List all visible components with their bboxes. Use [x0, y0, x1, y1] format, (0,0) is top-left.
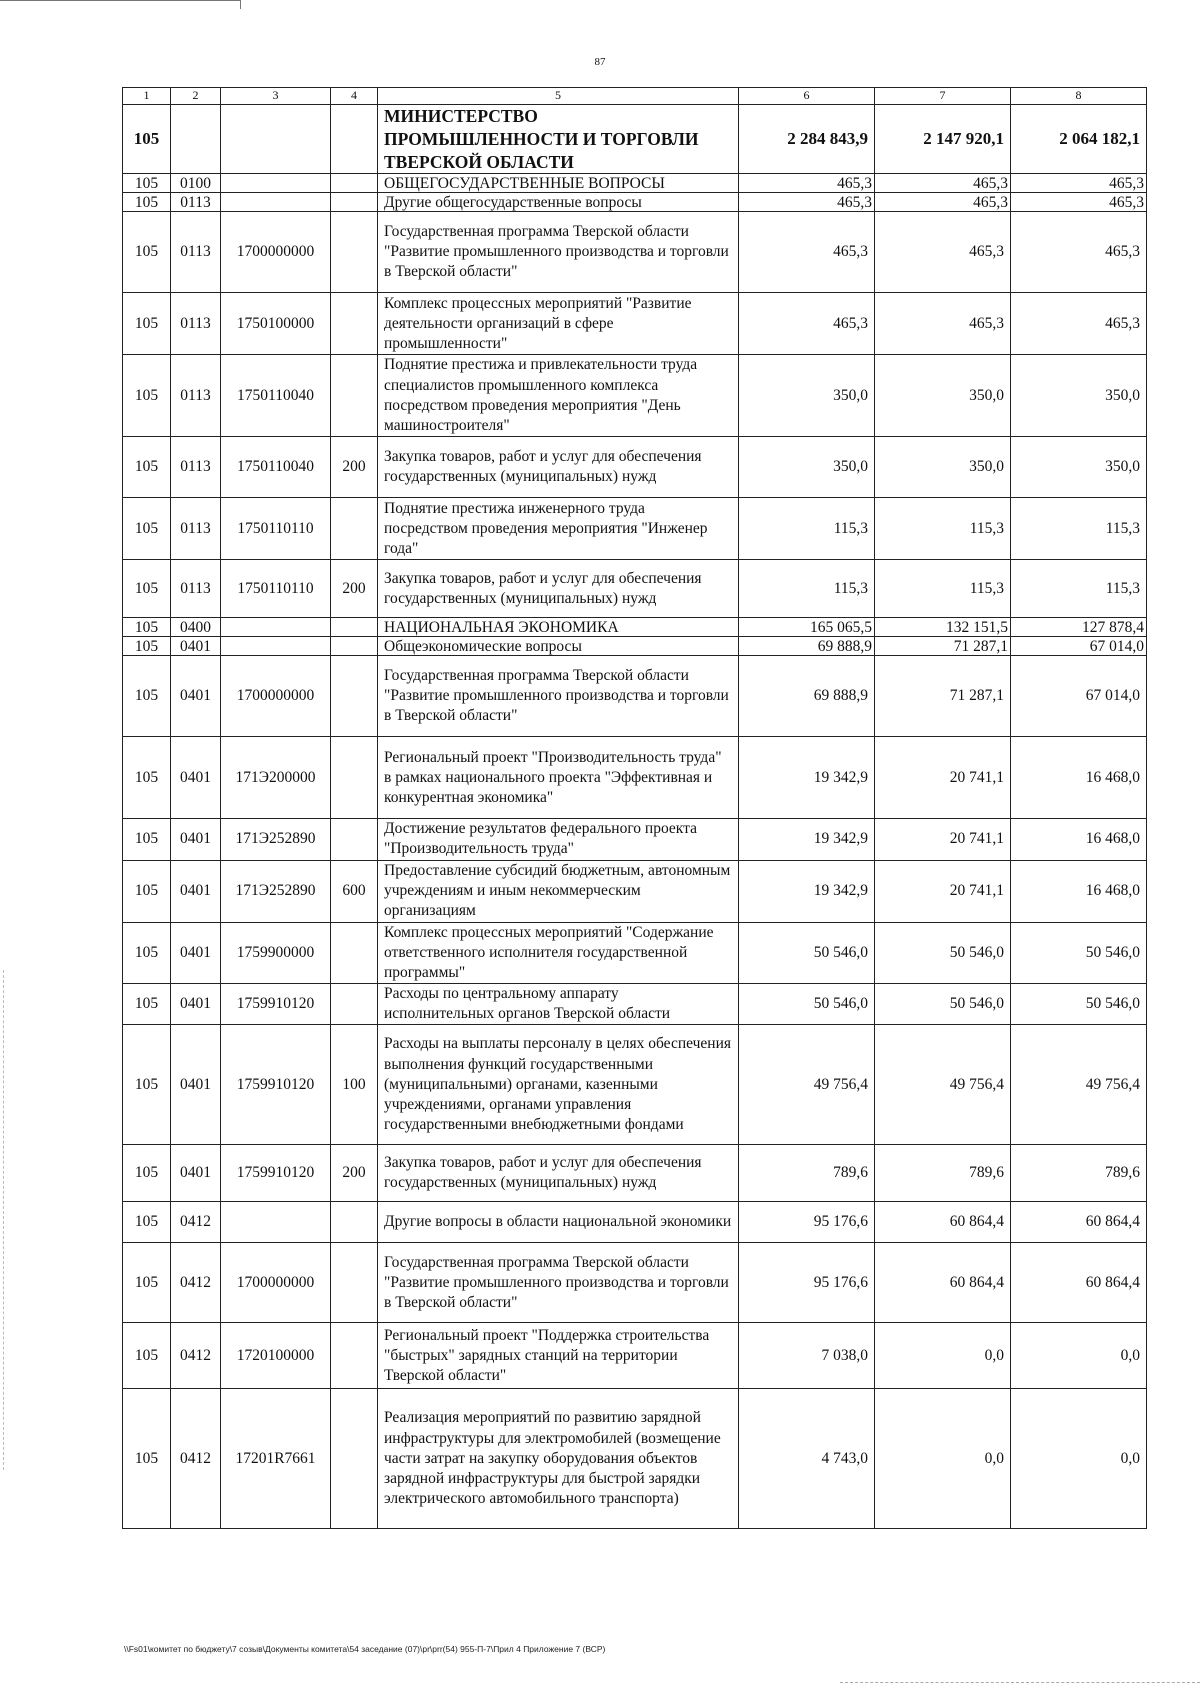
cell-target-code: 1750110040: [221, 355, 331, 437]
header-cell: 1: [123, 88, 171, 105]
cell-amount-year3: 465,3: [1011, 174, 1147, 193]
cell-amount-year3: 50 546,0: [1011, 983, 1147, 1024]
header-cell: 4: [331, 88, 378, 105]
cell-expense-type: [331, 1389, 378, 1529]
cell-section-code: 0401: [171, 819, 221, 860]
cell-admin-code: 105: [123, 355, 171, 437]
cell-admin-code: 105: [123, 437, 171, 498]
cell-amount-year3: 350,0: [1011, 355, 1147, 437]
cell-amount-year2: 789,6: [875, 1145, 1011, 1202]
table-row: [123, 193, 1147, 212]
cell-section-code: 0401: [171, 860, 221, 922]
cell-amount-year3: 16 468,0: [1011, 819, 1147, 860]
header-cell: 5: [378, 88, 739, 105]
cell-expense-type: [331, 193, 378, 212]
cell-target-code: [221, 618, 331, 637]
cell-amount-year3: 0,0: [1011, 1323, 1147, 1389]
scan-edge-mark-left: [3, 970, 4, 1470]
table-row: [123, 1145, 1147, 1202]
cell-expense-type: 200: [331, 560, 378, 618]
cell-amount-year1: 19 342,9: [739, 860, 875, 922]
table-row: [123, 560, 1147, 618]
cell-description: ОБЩЕГОСУДАРСТВЕННЫЕ ВОПРОСЫ: [378, 174, 739, 193]
cell-admin-code: 105: [123, 656, 171, 737]
cell-target-code: 1750110110: [221, 560, 331, 618]
cell-admin-code: 105: [123, 618, 171, 637]
cell-target-code: 1759910120: [221, 1145, 331, 1202]
cell-admin-code: 105: [123, 1145, 171, 1202]
table-row: [123, 293, 1147, 355]
cell-expense-type: [331, 293, 378, 355]
page-number: 87: [594, 56, 606, 68]
cell-description: Другие вопросы в области национальной экономики: [378, 1202, 739, 1243]
table-row: [123, 498, 1147, 560]
cell-amount-year1: 350,0: [739, 437, 875, 498]
cell-amount-year3: 789,6: [1011, 1145, 1147, 1202]
cell-expense-type: [331, 212, 378, 293]
cell-expense-type: [331, 637, 378, 656]
table-row: [123, 637, 1147, 656]
cell-admin-code: 105: [123, 737, 171, 819]
table-row: [123, 1025, 1147, 1145]
cell-section-code: 0113: [171, 498, 221, 560]
cell-amount-year1: 465,3: [739, 212, 875, 293]
cell-section-code: 0113: [171, 193, 221, 212]
cell-admin-code: 105: [123, 1243, 171, 1323]
cell-admin-code: 105: [123, 293, 171, 355]
cell-amount-year2: 50 546,0: [875, 983, 1011, 1024]
cell-amount-year2: 20 741,1: [875, 819, 1011, 860]
file-path-footer: \\Fs01\комитет по бюджету\7 созыв\Документы комитета\54 заседание (07)\pr\prr(54) 955-П-7\Прил 4 Приложение 7 (ВСР): [124, 1644, 606, 1654]
cell-section-code: [171, 105, 221, 174]
cell-amount-year3: 67 014,0: [1011, 656, 1147, 737]
cell-section-code: 0400: [171, 618, 221, 637]
cell-amount-year2: 20 741,1: [875, 737, 1011, 819]
cell-admin-code: 105: [123, 105, 171, 174]
cell-target-code: 171Э200000: [221, 737, 331, 819]
cell-amount-year2: 465,3: [875, 293, 1011, 355]
cell-amount-year3: 115,3: [1011, 560, 1147, 618]
table-row: [123, 737, 1147, 819]
table-header-row: [123, 88, 1147, 105]
ministry-row: [123, 105, 1147, 174]
cell-target-code: 17201R7661: [221, 1389, 331, 1529]
cell-section-code: 0412: [171, 1323, 221, 1389]
cell-section-code: 0412: [171, 1389, 221, 1529]
cell-section-code: 0100: [171, 174, 221, 193]
cell-amount-year1: 2 284 843,9: [739, 105, 875, 174]
cell-expense-type: 200: [331, 1145, 378, 1202]
cell-target-code: 171Э252890: [221, 860, 331, 922]
cell-amount-year2: 350,0: [875, 437, 1011, 498]
cell-section-code: 0412: [171, 1202, 221, 1243]
cell-target-code: 1700000000: [221, 656, 331, 737]
table-row: [123, 1202, 1147, 1243]
cell-expense-type: [331, 174, 378, 193]
cell-expense-type: 200: [331, 437, 378, 498]
cell-section-code: 0401: [171, 1145, 221, 1202]
cell-amount-year1: 7 038,0: [739, 1323, 875, 1389]
cell-expense-type: 600: [331, 860, 378, 922]
cell-target-code: 1759900000: [221, 922, 331, 983]
cell-description: Другие общегосударственные вопросы: [378, 193, 739, 212]
cell-expense-type: [331, 737, 378, 819]
cell-target-code: [221, 637, 331, 656]
cell-target-code: [221, 193, 331, 212]
cell-section-code: 0401: [171, 922, 221, 983]
cell-amount-year2: 71 287,1: [875, 656, 1011, 737]
cell-amount-year1: 115,3: [739, 560, 875, 618]
cell-description: МИНИСТЕРСТВО ПРОМЫШЛЕННОСТИ И ТОРГОВЛИ ТВЕРСКОЙ ОБЛАСТИ: [378, 105, 739, 174]
cell-description: Реализация мероприятий по развитию зарядной инфраструктуры для электромобилей (возмещение части затрат на закупку оборудования объектов зарядной инфраструктуры для быстрой зарядки электрического автомобильного транспорта): [378, 1389, 739, 1529]
cell-amount-year1: 789,6: [739, 1145, 875, 1202]
cell-expense-type: [331, 819, 378, 860]
cell-amount-year2: 465,3: [875, 174, 1011, 193]
cell-description: Комплекс процессных мероприятий "Содержание ответственного исполнителя государственной программы": [378, 922, 739, 983]
cell-expense-type: [331, 105, 378, 174]
cell-amount-year3: 67 014,0: [1011, 637, 1147, 656]
cell-target-code: 1750110040: [221, 437, 331, 498]
cell-amount-year2: 2 147 920,1: [875, 105, 1011, 174]
cell-amount-year1: 19 342,9: [739, 819, 875, 860]
cell-admin-code: 105: [123, 819, 171, 860]
cell-description: Поднятие престижа и привлекательности труда специалистов промышленного комплекса посредством проведения мероприятия "День машиностроителя": [378, 355, 739, 437]
cell-amount-year3: 127 878,4: [1011, 618, 1147, 637]
table-row: [123, 860, 1147, 922]
cell-target-code: 1759910120: [221, 983, 331, 1024]
cell-amount-year3: 16 468,0: [1011, 737, 1147, 819]
cell-description: Государственная программа Тверской области "Развитие промышленного производства и торговли в Тверской области": [378, 1243, 739, 1323]
cell-target-code: 1700000000: [221, 1243, 331, 1323]
cell-admin-code: 105: [123, 1389, 171, 1529]
cell-expense-type: [331, 355, 378, 437]
cell-description: Комплекс процессных мероприятий "Развитие деятельности организаций в сфере промышленности": [378, 293, 739, 355]
cell-section-code: 0401: [171, 656, 221, 737]
header-cell: 2: [171, 88, 221, 105]
cell-target-code: 1750110110: [221, 498, 331, 560]
cell-description: Предоставление субсидий бюджетным, автономным учреждениям и иным некоммерческим организациям: [378, 860, 739, 922]
table-row: [123, 922, 1147, 983]
cell-target-code: 1750100000: [221, 293, 331, 355]
cell-expense-type: [331, 1243, 378, 1323]
cell-amount-year3: 0,0: [1011, 1389, 1147, 1529]
cell-description: НАЦИОНАЛЬНАЯ ЭКОНОМИКА: [378, 618, 739, 637]
cell-expense-type: [331, 656, 378, 737]
cell-section-code: 0401: [171, 637, 221, 656]
table-row: [123, 618, 1147, 637]
cell-section-code: 0412: [171, 1243, 221, 1323]
cell-description: Достижение результатов федерального проекта "Производительность труда": [378, 819, 739, 860]
cell-section-code: 0113: [171, 437, 221, 498]
cell-admin-code: 105: [123, 174, 171, 193]
cell-amount-year1: 165 065,5: [739, 618, 875, 637]
cell-amount-year2: 20 741,1: [875, 860, 1011, 922]
cell-admin-code: 105: [123, 1025, 171, 1145]
cell-section-code: 0401: [171, 983, 221, 1024]
cell-amount-year3: 16 468,0: [1011, 860, 1147, 922]
cell-amount-year2: 50 546,0: [875, 922, 1011, 983]
cell-expense-type: [331, 498, 378, 560]
cell-amount-year1: 19 342,9: [739, 737, 875, 819]
cell-amount-year3: 465,3: [1011, 212, 1147, 293]
cell-description: Закупка товаров, работ и услуг для обеспечения государственных (муниципальных) нужд: [378, 437, 739, 498]
cell-amount-year3: 465,3: [1011, 293, 1147, 355]
budget-table: [122, 87, 1147, 1529]
cell-amount-year1: 50 546,0: [739, 983, 875, 1024]
cell-amount-year1: 69 888,9: [739, 637, 875, 656]
cell-amount-year2: 60 864,4: [875, 1243, 1011, 1323]
header-cell: 6: [739, 88, 875, 105]
cell-amount-year3: 60 864,4: [1011, 1243, 1147, 1323]
cell-amount-year3: 2 064 182,1: [1011, 105, 1147, 174]
cell-description: Общеэкономические вопросы: [378, 637, 739, 656]
cell-target-code: 1700000000: [221, 212, 331, 293]
cell-description: Поднятие престижа инженерного труда посредством проведения мероприятия "Инженер года": [378, 498, 739, 560]
cell-target-code: 1759910120: [221, 1025, 331, 1145]
cell-expense-type: 100: [331, 1025, 378, 1145]
header-cell: 8: [1011, 88, 1147, 105]
cell-amount-year3: 49 756,4: [1011, 1025, 1147, 1145]
cell-description: Региональный проект "Поддержка строительства "быстрых" зарядных станций на территории Тверской области": [378, 1323, 739, 1389]
table-row: [123, 355, 1147, 437]
table-row: [123, 983, 1147, 1024]
cell-admin-code: 105: [123, 212, 171, 293]
cell-amount-year2: 71 287,1: [875, 637, 1011, 656]
cell-amount-year1: 465,3: [739, 193, 875, 212]
cell-expense-type: [331, 983, 378, 1024]
table-row: [123, 1323, 1147, 1389]
cell-admin-code: 105: [123, 922, 171, 983]
cell-section-code: 0113: [171, 293, 221, 355]
cell-amount-year2: 0,0: [875, 1323, 1011, 1389]
cell-amount-year2: 350,0: [875, 355, 1011, 437]
cell-description: Расходы на выплаты персоналу в целях обеспечения выполнения функций государственными (муниципальными) органами, казенными учреждениями, органами управления государственными внебюджетными фондами: [378, 1025, 739, 1145]
cell-description: Расходы по центральному аппарату исполнительных органов Тверской области: [378, 983, 739, 1024]
table-row: [123, 174, 1147, 193]
cell-description: Закупка товаров, работ и услуг для обеспечения государственных (муниципальных) нужд: [378, 560, 739, 618]
cell-section-code: 0113: [171, 355, 221, 437]
cell-admin-code: 105: [123, 560, 171, 618]
cell-amount-year2: 49 756,4: [875, 1025, 1011, 1145]
cell-section-code: 0401: [171, 737, 221, 819]
cell-description: Государственная программа Тверской области "Развитие промышленного производства и торговли в Тверской области": [378, 212, 739, 293]
cell-amount-year1: 49 756,4: [739, 1025, 875, 1145]
table-row: [123, 1243, 1147, 1323]
cell-admin-code: 105: [123, 1323, 171, 1389]
cell-admin-code: 105: [123, 983, 171, 1024]
cell-target-code: 171Э252890: [221, 819, 331, 860]
cell-target-code: [221, 1202, 331, 1243]
cell-amount-year1: 350,0: [739, 355, 875, 437]
cell-amount-year2: 60 864,4: [875, 1202, 1011, 1243]
table-row: [123, 819, 1147, 860]
cell-amount-year3: 60 864,4: [1011, 1202, 1147, 1243]
header-cell: 7: [875, 88, 1011, 105]
cell-section-code: 0113: [171, 560, 221, 618]
cell-target-code: 1720100000: [221, 1323, 331, 1389]
cell-amount-year2: 0,0: [875, 1389, 1011, 1529]
scan-edge-mark: [0, 0, 241, 9]
cell-amount-year1: 50 546,0: [739, 922, 875, 983]
cell-amount-year2: 132 151,5: [875, 618, 1011, 637]
cell-amount-year1: 95 176,6: [739, 1202, 875, 1243]
cell-admin-code: 105: [123, 498, 171, 560]
cell-amount-year2: 115,3: [875, 498, 1011, 560]
cell-description: Региональный проект "Производительность труда" в рамках национального проекта "Эффективная и конкурентная экономика": [378, 737, 739, 819]
cell-target-code: [221, 174, 331, 193]
cell-amount-year1: 95 176,6: [739, 1243, 875, 1323]
cell-expense-type: [331, 1323, 378, 1389]
cell-amount-year1: 115,3: [739, 498, 875, 560]
cell-expense-type: [331, 618, 378, 637]
table-row: [123, 437, 1147, 498]
table-row: [123, 1389, 1147, 1529]
cell-admin-code: 105: [123, 193, 171, 212]
cell-section-code: 0401: [171, 1025, 221, 1145]
cell-amount-year2: 465,3: [875, 212, 1011, 293]
cell-amount-year1: 4 743,0: [739, 1389, 875, 1529]
cell-amount-year1: 465,3: [739, 293, 875, 355]
cell-expense-type: [331, 1202, 378, 1243]
cell-amount-year3: 465,3: [1011, 193, 1147, 212]
cell-amount-year2: 465,3: [875, 193, 1011, 212]
cell-amount-year3: 350,0: [1011, 437, 1147, 498]
cell-admin-code: 105: [123, 1202, 171, 1243]
table-row: [123, 212, 1147, 293]
cell-expense-type: [331, 922, 378, 983]
cell-target-code: [221, 105, 331, 174]
header-cell: 3: [221, 88, 331, 105]
cell-amount-year1: 69 888,9: [739, 656, 875, 737]
scan-edge-mark-bottom: [840, 1682, 1200, 1683]
cell-amount-year3: 50 546,0: [1011, 922, 1147, 983]
cell-description: Государственная программа Тверской области "Развитие промышленного производства и торговли в Тверской области": [378, 656, 739, 737]
cell-admin-code: 105: [123, 860, 171, 922]
cell-amount-year1: 465,3: [739, 174, 875, 193]
cell-amount-year3: 115,3: [1011, 498, 1147, 560]
cell-amount-year2: 115,3: [875, 560, 1011, 618]
table-row: [123, 656, 1147, 737]
cell-admin-code: 105: [123, 637, 171, 656]
cell-description: Закупка товаров, работ и услуг для обеспечения государственных (муниципальных) нужд: [378, 1145, 739, 1202]
cell-section-code: 0113: [171, 212, 221, 293]
